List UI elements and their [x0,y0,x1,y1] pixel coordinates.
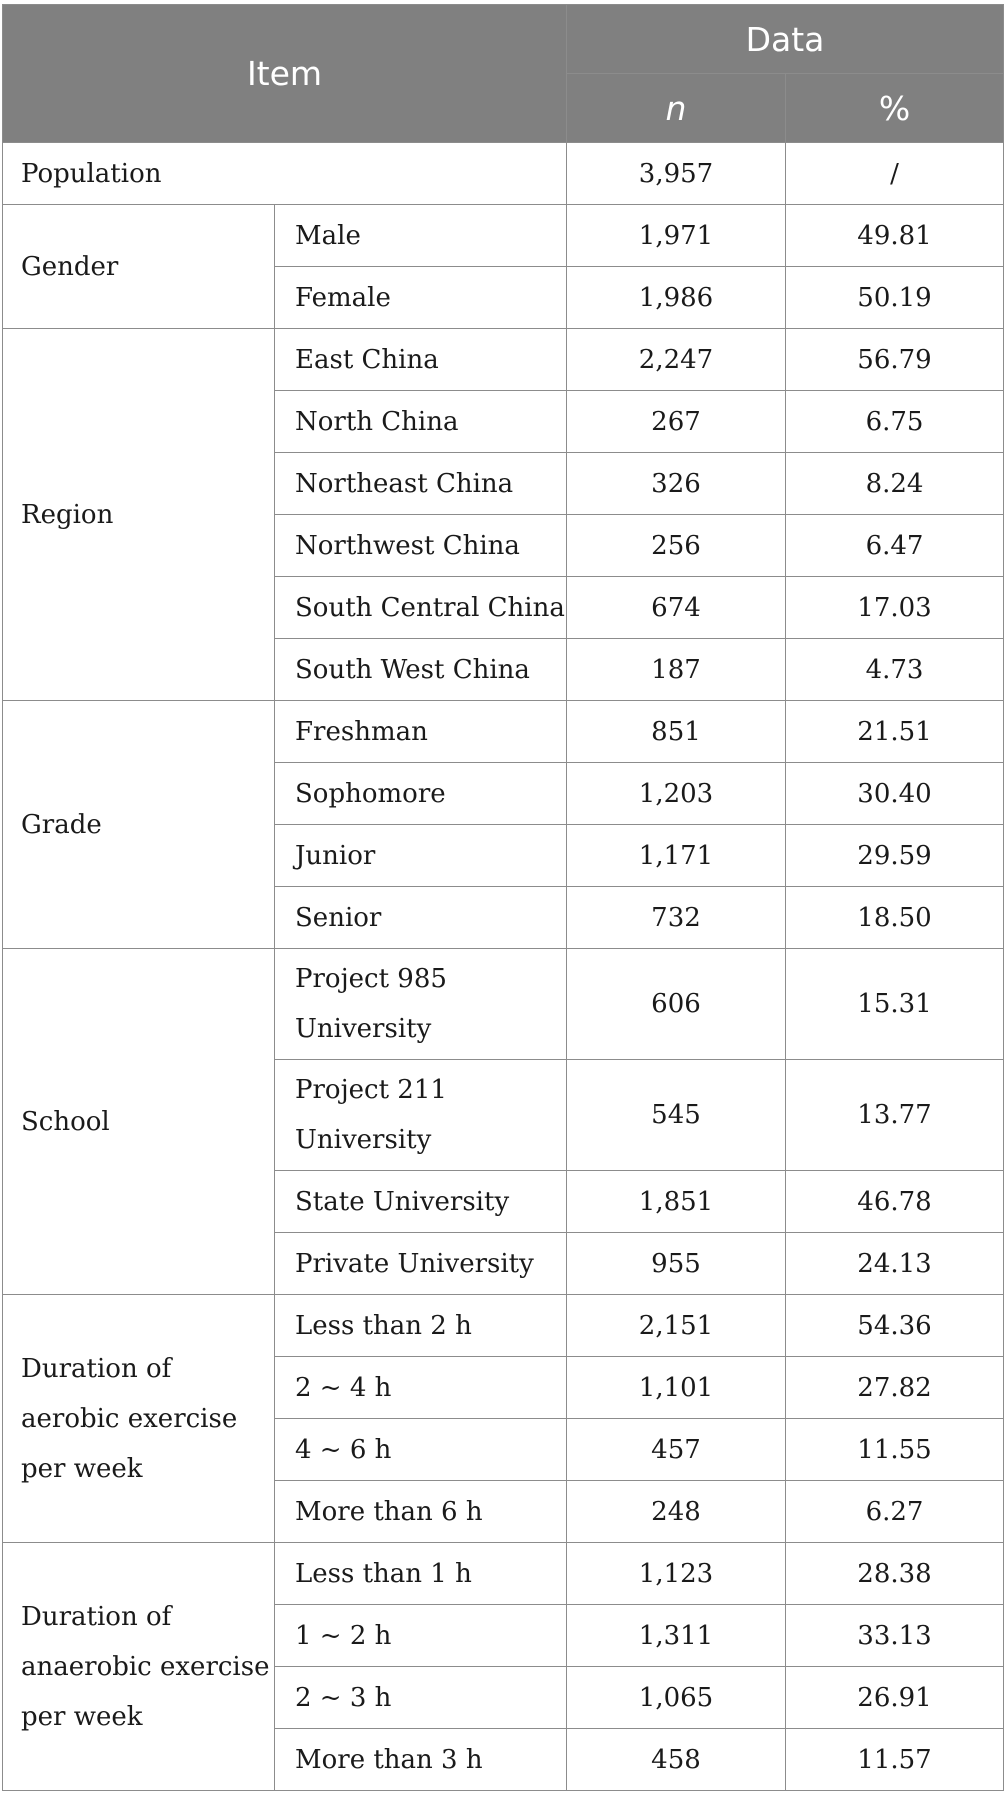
row-n: 606 [567,949,786,1060]
row-percent: 4.73 [786,639,1004,701]
row-percent: 56.79 [786,329,1004,391]
row-percent: 50.19 [786,267,1004,329]
group-label-school: School [3,949,275,1295]
row-n: 1,101 [567,1357,786,1419]
header-percent: % [786,74,1004,143]
row-n: 267 [567,391,786,453]
row-percent: 54.36 [786,1295,1004,1357]
row-percent: 13.77 [786,1060,1004,1171]
row-n: 2,247 [567,329,786,391]
row-n: 1,971 [567,205,786,267]
row-percent: 8.24 [786,453,1004,515]
row-percent: 33.13 [786,1605,1004,1667]
table-row [3,1543,1004,1605]
row-n: 1,123 [567,1543,786,1605]
row-label: South Central China [275,577,567,639]
group-label-grade: Grade [3,701,275,949]
row-label: Northwest China [275,515,567,577]
row-label: Junior [275,825,567,887]
row-n: 326 [567,453,786,515]
row-label: Less than 1 h [275,1543,567,1605]
row-label: East China [275,329,567,391]
row-label: Project 985 University [275,949,567,1060]
row-label: Northeast China [275,453,567,515]
row-label: More than 6 h [275,1481,567,1543]
group-label-gender: Gender [3,205,275,329]
row-label: South West China [275,639,567,701]
table-row [3,329,1004,391]
group-label-region: Region [3,329,275,701]
group-label-anaerobic: Duration of anaerobic exercise per week [3,1543,275,1791]
row-label: 2 ~ 3 h [275,1667,567,1729]
row-label: 4 ~ 6 h [275,1419,567,1481]
population-percent: / [786,143,1004,205]
row-n: 1,203 [567,763,786,825]
header-data: Data [567,5,1004,74]
row-n: 458 [567,1729,786,1791]
row-percent: 46.78 [786,1171,1004,1233]
row-n: 2,151 [567,1295,786,1357]
row-n: 732 [567,887,786,949]
row-percent: 49.81 [786,205,1004,267]
demographics-table [2,4,1004,1791]
population-n: 3,957 [567,143,786,205]
row-label: Project 211 University [275,1060,567,1171]
row-label: 2 ~ 4 h [275,1357,567,1419]
row-label: More than 3 h [275,1729,567,1791]
row-label: Private University [275,1233,567,1295]
row-n: 187 [567,639,786,701]
row-label: North China [275,391,567,453]
header-n: n [567,74,786,143]
row-percent: 6.75 [786,391,1004,453]
row-label: Male [275,205,567,267]
row-n: 545 [567,1060,786,1171]
row-n: 851 [567,701,786,763]
table-row [3,205,1004,267]
row-percent: 29.59 [786,825,1004,887]
header-item: Item [3,5,567,143]
row-label: Sophomore [275,763,567,825]
row-n: 955 [567,1233,786,1295]
row-percent: 11.57 [786,1729,1004,1791]
row-label: Less than 2 h [275,1295,567,1357]
row-percent: 15.31 [786,949,1004,1060]
row-n: 1,851 [567,1171,786,1233]
row-percent: 6.27 [786,1481,1004,1543]
row-percent: 17.03 [786,577,1004,639]
row-percent: 21.51 [786,701,1004,763]
row-percent: 24.13 [786,1233,1004,1295]
row-label: Female [275,267,567,329]
row-label: Freshman [275,701,567,763]
row-n: 1,171 [567,825,786,887]
row-n: 248 [567,1481,786,1543]
row-percent: 11.55 [786,1419,1004,1481]
row-percent: 18.50 [786,887,1004,949]
table-row [3,949,1004,1060]
row-n: 674 [567,577,786,639]
row-n: 457 [567,1419,786,1481]
row-label: Senior [275,887,567,949]
row-percent: 6.47 [786,515,1004,577]
row-n: 1,311 [567,1605,786,1667]
table-row [3,701,1004,763]
table-row [3,1295,1004,1357]
population-label: Population [3,143,567,205]
row-label: State University [275,1171,567,1233]
row-percent: 30.40 [786,763,1004,825]
group-label-aerobic: Duration of aerobic exercise per week [3,1295,275,1543]
row-n: 1,986 [567,267,786,329]
row-percent: 26.91 [786,1667,1004,1729]
row-n: 1,065 [567,1667,786,1729]
row-percent: 27.82 [786,1357,1004,1419]
row-percent: 28.38 [786,1543,1004,1605]
row-label: 1 ~ 2 h [275,1605,567,1667]
row-n: 256 [567,515,786,577]
table-row-population [3,143,1004,205]
